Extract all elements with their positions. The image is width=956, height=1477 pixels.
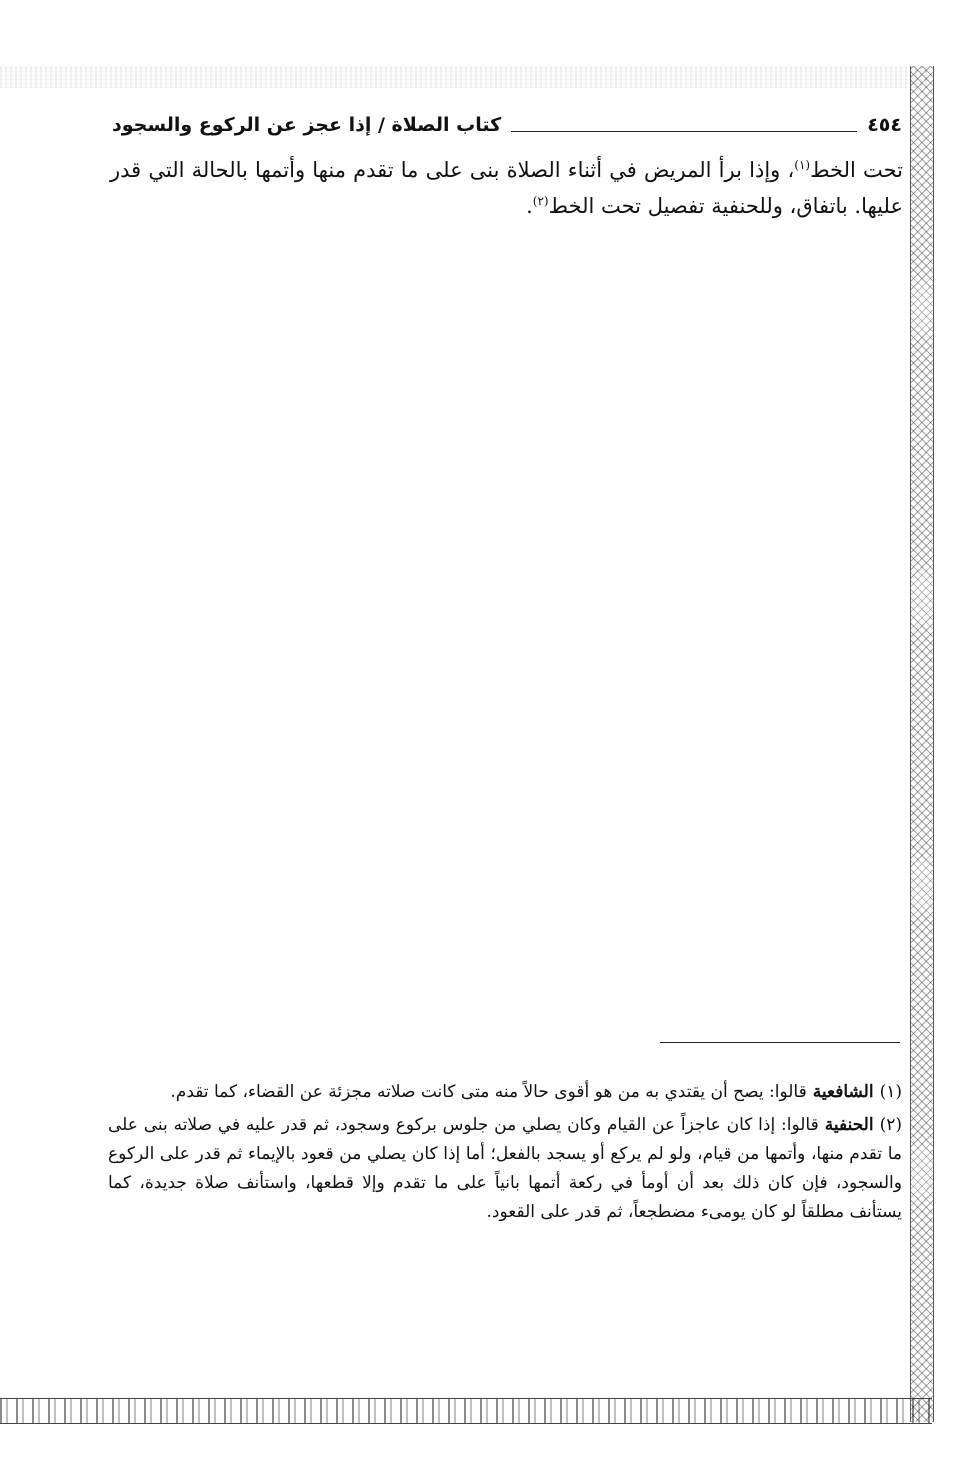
right-ornamental-border	[910, 66, 934, 1422]
footnote-school: الشافعية	[812, 1082, 874, 1102]
footnote-text: قالوا: يصح أن يقتدي به من هو أقوى حالاً منه متى كانت صلاته مجزئة عن القضاء، كما تقدم.	[170, 1082, 807, 1102]
footnote-school: الحنفية	[824, 1115, 874, 1135]
running-title: كتاب الصلاة / إذا عجز عن الركوع والسجود	[112, 114, 502, 136]
page-header	[112, 108, 902, 142]
page-number: ٤٥٤	[867, 114, 902, 136]
footnote-number: (١)	[879, 1082, 902, 1102]
bottom-ornamental-border	[0, 1398, 932, 1424]
header-rule	[511, 131, 857, 132]
footnote-number: (٢)	[879, 1115, 902, 1135]
footnote-text: قالوا: إذا كان عاجزاً عن القيام وكان يصلي من جلوس بركوع وسجود، ثم قدر عليه في صلاته بنى على ما تقدم منها، وأتمها من قيام، ولو لم يركع أو يسجد بالفعل؛ أما إذا كان يصلي من قعود بالإيماء ثم قدر على الركوع والسجود، فإن كان ذلك بعد أن أومأ في ركعة أتمها بانياً على ما تقدم وإلا قطعها، واستأنف صلاة جديدة، كما يستأنف مطلقاً لو كان يومىء مضطجعاً، ثم قدر على القعود.	[108, 1115, 903, 1222]
footnote-2	[108, 1111, 902, 1227]
main-text-part2: ، وإذا برأ المريض في أثناء الصلاة بنى على ما تقدم منها وأتمها بالحالة التي قدر عليها. باتفاق، وللحنفية تفصيل تحت الخط	[110, 158, 903, 218]
main-body	[110, 152, 903, 224]
main-text-part3: .	[526, 194, 533, 218]
main-text-part1: تحت الخط	[810, 158, 903, 182]
footnote-separator	[660, 1042, 900, 1043]
top-ornamental-border	[0, 66, 930, 88]
main-paragraph	[110, 152, 903, 224]
footnotes	[108, 1078, 902, 1231]
footnote-ref-1: (١)	[794, 158, 811, 172]
footnote-ref-2: (٢)	[532, 194, 549, 208]
footnote-1	[108, 1078, 902, 1107]
